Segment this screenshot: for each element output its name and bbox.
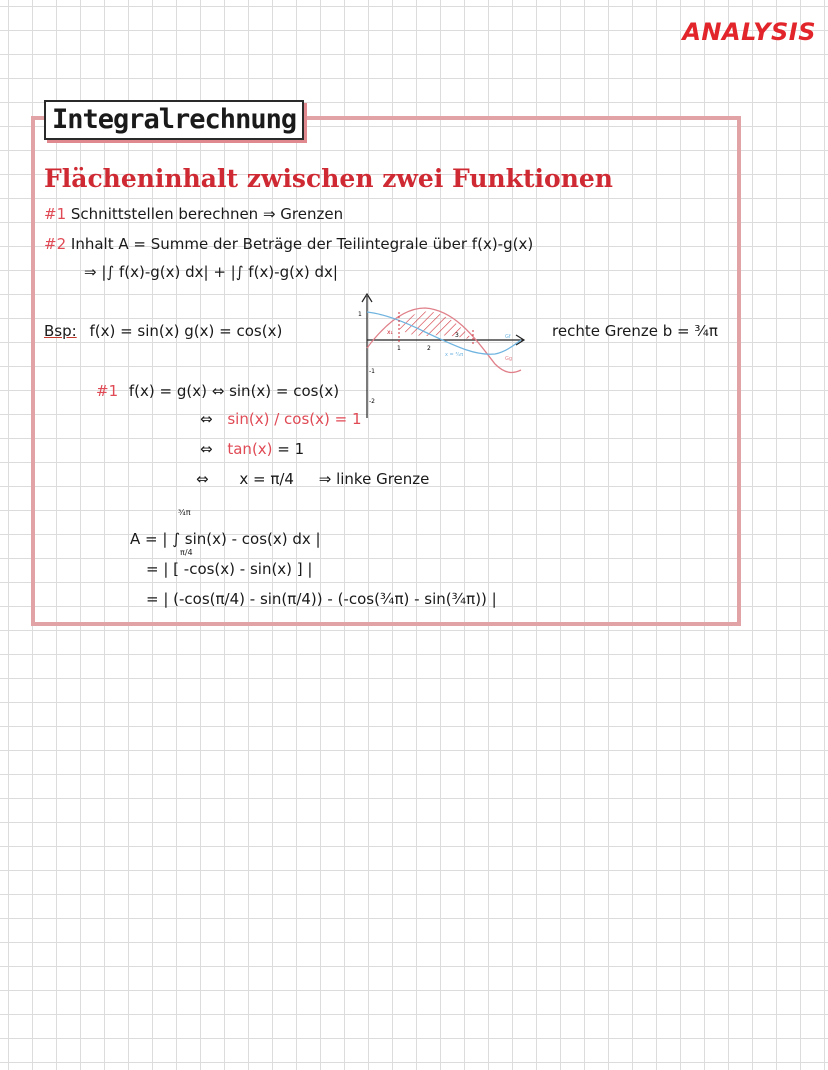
y-tick-1: 1 bbox=[358, 311, 362, 318]
calc-4-text: x = π/4 bbox=[239, 470, 294, 488]
area-line-3: = | (-cos(π/4) - sin(π/4)) - (-cos(¾π) - sin(¾π)) | bbox=[146, 590, 497, 608]
x-tick-2: 2 bbox=[427, 345, 431, 352]
area-line-1: A = | ∫ sin(x) - cos(x) dx | bbox=[130, 530, 321, 548]
section-heading: Flächeninhalt zwischen zwei Funktionen bbox=[44, 164, 613, 193]
example-functions: f(x) = sin(x) g(x) = cos(x) bbox=[89, 322, 283, 340]
calc-2-op: ⇔ bbox=[200, 410, 213, 428]
example-line bbox=[44, 322, 282, 340]
integral-upper-limit: ³⁄₄π bbox=[178, 508, 191, 517]
calc-line-3 bbox=[200, 440, 304, 458]
calc-2-text: sin(x) / cos(x) = 1 bbox=[227, 410, 362, 428]
calc-4-note: ⇒ linke Grenze bbox=[318, 470, 430, 488]
x-tick-1: 1 bbox=[397, 345, 401, 352]
x1-label: x₁ bbox=[387, 329, 393, 336]
calc-1-text: f(x) = g(x) ⇔ sin(x) = cos(x) bbox=[128, 382, 340, 400]
step-2 bbox=[44, 235, 533, 253]
calc-1-marker: #1 bbox=[96, 382, 119, 400]
calc-3-tan: tan(x) bbox=[227, 440, 273, 458]
y-tick-m1: -1 bbox=[369, 368, 375, 375]
calc-line-2 bbox=[200, 410, 362, 428]
calc-3-op: ⇔ bbox=[200, 440, 213, 458]
calc-3-rest: = 1 bbox=[272, 440, 305, 458]
step-1-text: Schnittstellen berechnen ⇒ Grenzen bbox=[70, 205, 344, 223]
page-title: Integralrechnung bbox=[44, 100, 304, 140]
calc-4-op: ⇔ bbox=[196, 470, 209, 488]
y-tick-m2: -2 bbox=[369, 398, 375, 405]
example-label: Bsp: bbox=[44, 322, 77, 340]
curve-g-label: Gg bbox=[505, 356, 513, 362]
curve-f-label: Gf bbox=[505, 334, 511, 340]
step-2-formula bbox=[84, 263, 338, 281]
calc-line-4 bbox=[196, 470, 429, 488]
subject-label: ANALYSIS bbox=[682, 18, 816, 46]
integral-lower-limit: π/4 bbox=[180, 548, 193, 557]
step-2-marker: #2 bbox=[44, 235, 67, 253]
right-limit-label: rechte Grenze b = ³⁄₄π bbox=[552, 322, 718, 340]
function-graph bbox=[345, 290, 545, 420]
calc-line-1 bbox=[96, 382, 339, 400]
step-2-formula-text: ⇒ |∫ f(x)-g(x) dx| + |∫ f(x)-g(x) dx| bbox=[84, 263, 338, 281]
x-tick-3: 3 bbox=[455, 332, 459, 339]
step-1-marker: #1 bbox=[44, 205, 67, 223]
area-line-2: = | [ -cos(x) - sin(x) ] | bbox=[146, 560, 313, 578]
x2-label: x = ³⁄₄π bbox=[445, 352, 464, 358]
step-1 bbox=[44, 205, 343, 223]
step-2-text: Inhalt A = Summe der Beträge der Teilintegrale über f(x)-g(x) bbox=[70, 235, 534, 253]
